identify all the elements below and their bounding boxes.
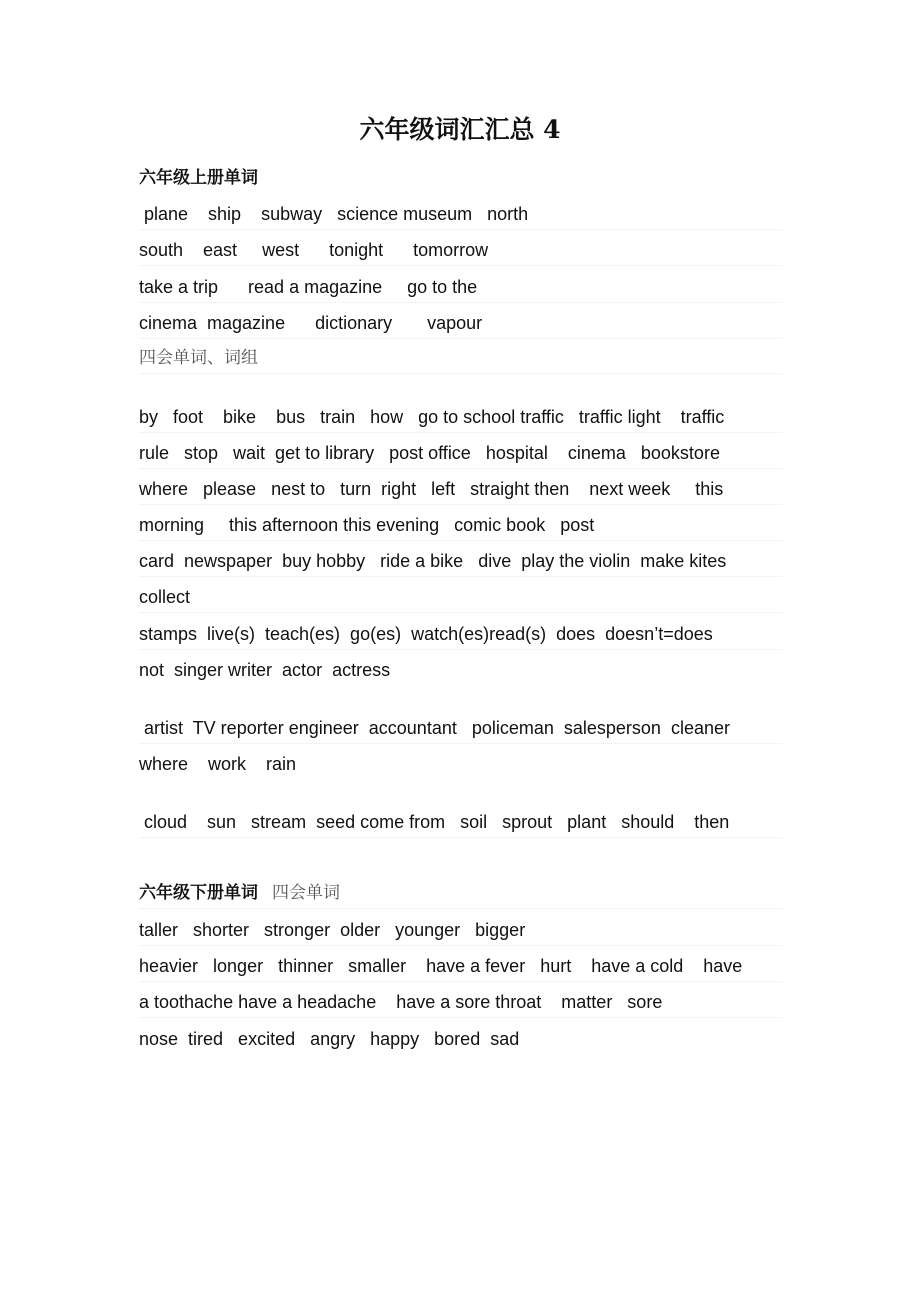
vocab-line: morning this afternoon this evening comic book post <box>139 509 782 541</box>
vocab-line: stamps live(s) teach(es) go(es) watch(es)read(s) does doesn’t=does <box>139 618 782 650</box>
section-heading-four-skill: 四会单词、词组 <box>139 342 782 374</box>
vocab-line: nose tired excited angry happy bored sad <box>139 1029 520 1049</box>
vocab-line: south east west tonight tomorrow <box>139 234 782 266</box>
lower-subheading: 四会单词 <box>272 883 340 903</box>
section-heading-upper: 六年级上册单词 <box>139 168 258 188</box>
vocab-line: where please nest to turn right left straight then next week this <box>139 473 782 505</box>
page-title: 六年级词汇汇总 4 <box>359 115 561 144</box>
vocab-line: artist TV reporter engineer accountant policeman salesperson cleaner <box>139 712 782 744</box>
vocab-line: where work rain <box>139 754 297 774</box>
vocab-line: card newspaper buy hobby ride a bike dive play the violin make kites <box>139 545 782 577</box>
vocab-line: collect <box>139 581 782 613</box>
vocab-line: take a trip read a magazine go to the <box>139 271 782 303</box>
lower-heading: 六年级下册单词 <box>139 883 258 903</box>
vocab-line: plane ship subway science museum north <box>139 198 782 230</box>
vocab-line: taller shorter stronger older younger bigger <box>139 914 782 946</box>
vocab-line: heavier longer thinner smaller have a fever hurt have a cold have <box>139 950 782 982</box>
vocab-line: cloud sun stream seed come from soil sprout plant should then <box>139 806 782 838</box>
section-heading-lower <box>139 877 782 909</box>
vocab-line: by foot bike bus train how go to school traffic traffic light traffic <box>139 401 782 433</box>
vocab-line: not singer writer actor actress <box>139 660 391 680</box>
vocab-line: rule stop wait get to library post office hospital cinema bookstore <box>139 437 782 469</box>
vocab-line: cinema magazine dictionary vapour <box>139 307 782 339</box>
vocab-line: a toothache have a headache have a sore throat matter sore <box>139 986 782 1018</box>
